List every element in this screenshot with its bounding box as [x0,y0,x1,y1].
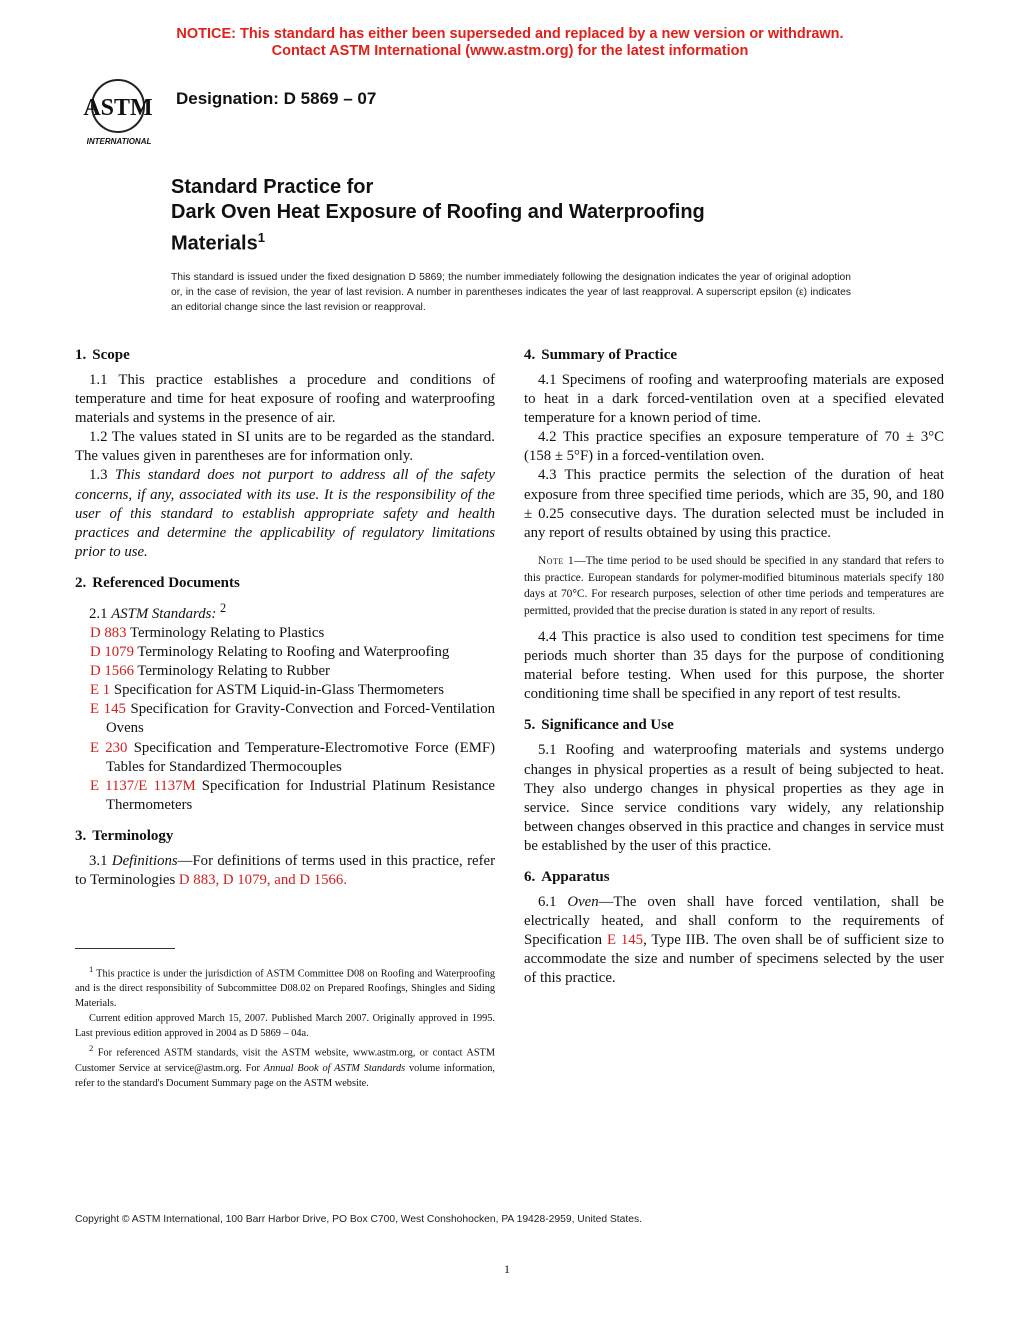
paragraph: 1.1 This practice establishes a procedure and conditions of temperature and time for heat exposure of roofing and waterproofing materials and systems in the presence of air. [75,372,495,427]
reference-link[interactable]: D 1079 [90,644,134,661]
reference-link[interactable]: D 883 [90,624,127,641]
paragraph: 4.3 This practice permits the selection of the duration of heat exposure from three specified time periods, which are 35, 90, and 180 ± 0.25 consecutive days. The duration selected must be included in any report of results obtained by using this practice. [524,467,944,541]
notice-line-1: NOTICE: This standard has either been superseded and replaced by a new version or withdrawn. [176,26,844,42]
document-title [171,175,871,257]
reference-item: E 1137/E 1137M Specification for Industrial Platinum Resistance Thermometers [90,777,495,813]
footnote-divider [75,948,175,949]
notice-line-2: Contact ASTM International (www.astm.org) for the latest information [271,43,749,59]
reference-item: D 1079 Terminology Relating to Roofing and Waterproofing [90,644,450,661]
title-line-2: Dark Oven Heat Exposure of Roofing and Waterproofing [171,201,705,223]
paragraph: 4.2 This practice specifies an exposure temperature of 70 ± 3°C (158 ± 5°F) in a forced-ventilation oven. [524,429,944,465]
footnotes [75,962,495,1091]
reference-link[interactable]: D 1566 [90,663,134,680]
page-number: 1 [504,1262,510,1276]
left-column [75,346,495,902]
reference-item: D 883 Terminology Relating to Plastics [90,624,325,641]
paragraph: 2.1 ASTM Standards: $^2$ [89,600,227,622]
section-heading: 2. Referenced Documents [75,574,240,591]
section-terminology [75,827,495,890]
issue-note: This standard is issued under the fixed designation D 5869; the number immediately following the designation indicates the year of original adoption or, in the case of revision, the year of last revision. A number in parentheses indicates the year of last reapproval. A superscript epsilon (ε) indicates an editorial change since the last revision or reapproval. [171,272,851,313]
reference-link[interactable]: E 230 [90,739,128,756]
reference-link[interactable]: E 1137/E 1137M [90,777,196,794]
reference-link[interactable]: D 883, D 1079, and D 1566. [178,871,348,888]
reference-item: E 230 Specification and Temperature-Electromotive Force (EMF) Tables for Standardized Thermocouples [90,739,496,775]
reference-item: D 1566 Terminology Relating to Rubber [90,663,330,680]
section-heading: 6. Apparatus [524,868,610,885]
reference-link[interactable]: E 145 [90,701,126,718]
copyright: Copyright © ASTM International, 100 Barr Harbor Drive, PO Box C700, West Conshohocken, PA 19428-2959, United States. [75,1214,642,1225]
paragraph: 4.1 Specimens of roofing and waterproofing materials are exposed to heat in a dark forced-ventilation oven at a specified elevated temperature for a known period of time. [524,372,944,427]
section-heading: 5. Significance and Use [524,717,674,734]
section-heading: 4. Summary of Practice [524,347,678,363]
footnote: $^1$ This practice is under the jurisdiction of ASTM Committee D08 on Roofing and Waterproofing and is the direct responsibility of Subcommittee D08.02 on Prepared Roofings, Shingles and Siding Materials. [75,964,495,1010]
logo-text: ASTM [83,95,153,121]
footnote: $^2$ For referenced ASTM standards, visit the ASTM website, www.astm.org, or contact ASTM Customer Service at service@astm.org. For Annual Book of ASTM Standards volume information, refer to the standard's Document Summary page on the ASTM website. [75,1043,496,1089]
logo-subtext: INTERNATIONAL [86,137,152,146]
paragraph: 6.1 Oven—The oven shall have forced ventilation, shall be electrically heated, and shall conform to the requirements of Specification E 145, Type IIB. The oven shall be of sufficient size to accommodate the size and number of specimens selected by the user of this practice. [524,893,944,987]
paragraph: 1.2 The values stated in SI units are to be regarded as the standard. The values given in parentheses are for information only. [75,429,495,465]
title-footnote-mark: 1 [257,230,265,245]
reference-link[interactable]: E 145 [606,932,644,949]
section-summary [524,346,944,704]
note: Note 1—The time period to be used should be specified in any standard that refers to this practice. European standards for polymer-modified bituminous materials specify 180 days at 70°C. For research purposes, selection of other time periods and temperatures are permitted, provided that the precise duration is stated in any report of results. [524,554,944,618]
reference-link[interactable]: E 1 [90,682,111,699]
paragraph: 1.3 This standard does not purport to address all of the safety concerns, if any, associated with its use. It is the responsibility of the user of this standard to establish appropriate safety and health practices and determine the applicability of regulatory limitations prior to use. [75,467,495,560]
title-line-1: Standard Practice for [171,176,374,198]
footnote: Current edition approved March 15, 2007. Published March 2007. Originally approved in 1995. Last previous edition approved in 2004 as D 5869 – 04a. [75,1013,495,1040]
astm-logo [78,76,160,148]
section-scope [75,346,495,562]
paragraph: 5.1 Roofing and waterproofing materials and systems undergo changes in physical properties as a result of being subjected to heat. They also undergo changes in physical properties as they age in service. Since service conditions vary widely, any relationship between changes observed in this practice and changes in service must be established by the user of this practice. [524,742,944,854]
reference-item: E 145 Specification for Gravity-Convection and Forced-Ventilation Ovens [90,701,496,737]
withdrawn-notice [0,26,1020,60]
right-column [524,346,944,1000]
section-heading: 1. Scope [75,347,130,363]
designation: Designation: D 5869 – 07 [176,89,377,108]
section-referenced-documents [75,574,495,815]
paragraph: 4.4 This practice is also used to condition test specimens for time periods much shorter than 35 days for the purpose of conditioning material before testing. When used for this purpose, the shorter conditioning time shall be specified in any report of test results. [524,629,944,703]
paragraph: 3.1 Definitions—For definitions of terms used in this practice, refer to Terminologies D 883, D 1079, and D 1566. [75,852,495,888]
reference-item: E 1 Specification for ASTM Liquid-in-Glass Thermometers [90,682,444,699]
section-heading: 3. Terminology [75,827,174,844]
section-significance [524,716,944,856]
title-line-3: Materials$^1$ [171,230,265,255]
section-apparatus [524,868,944,988]
